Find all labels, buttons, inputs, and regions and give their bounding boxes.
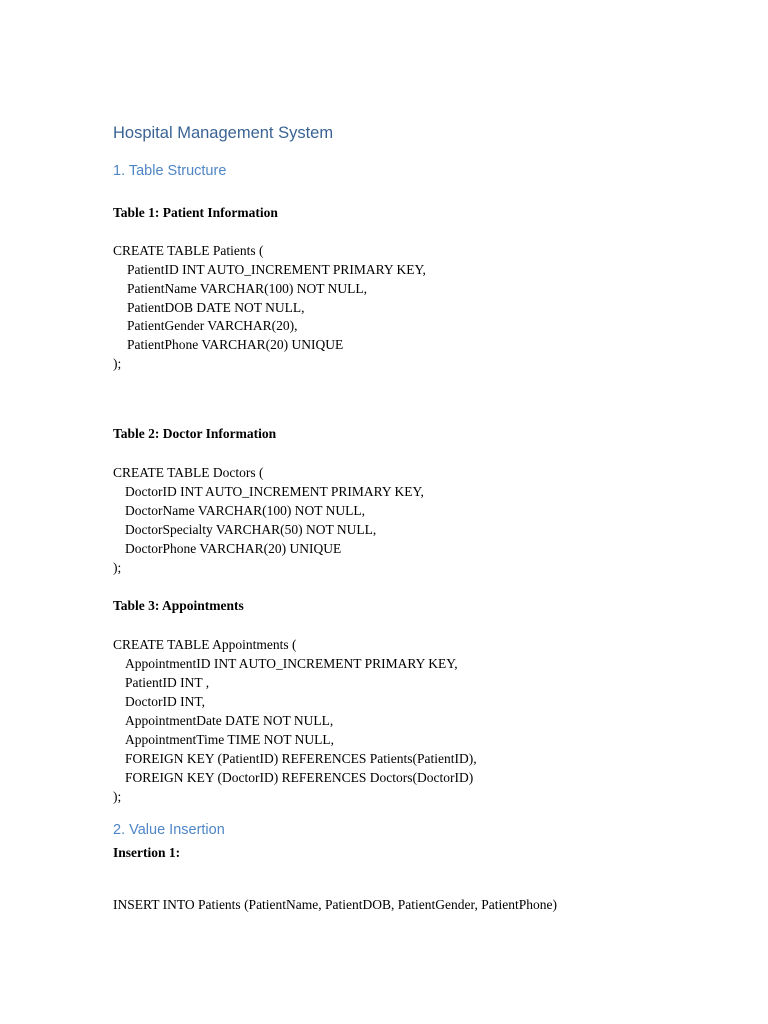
table2-code-line: DoctorID INT AUTO_INCREMENT PRIMARY KEY, (125, 484, 424, 499)
table2-caption: Table 2: Doctor Information (113, 426, 277, 441)
table1-code-line: PatientGender VARCHAR(20), (127, 318, 298, 333)
table2-code-line: DoctorSpecialty VARCHAR(50) NOT NULL, (125, 522, 377, 537)
table3-caption: Table 3: Appointments (113, 598, 244, 613)
table3-code-line: FOREIGN KEY (DoctorID) REFERENCES Doctors(DoctorID) (125, 770, 474, 785)
insertion1-code-line: INSERT INTO Patients (PatientName, PatientDOB, PatientGender, PatientPhone) (113, 897, 557, 912)
insertion1-caption: Insertion 1: (113, 845, 181, 860)
table2-code-line: ); (113, 560, 122, 575)
table3-code-line: AppointmentID INT AUTO_INCREMENT PRIMARY KEY, (125, 656, 458, 671)
table3-code-line: DoctorID INT, (125, 694, 205, 709)
table2-code-line: DoctorName VARCHAR(100) NOT NULL, (125, 503, 365, 518)
section-heading-table-structure: 1. Table Structure (113, 163, 227, 179)
table1-code-line: PatientName VARCHAR(100) NOT NULL, (127, 281, 367, 296)
document-title: Hospital Management System (113, 124, 334, 142)
table3-code-line: FOREIGN KEY (PatientID) REFERENCES Patients(PatientID), (125, 751, 477, 766)
table3-code-line: AppointmentTime TIME NOT NULL, (125, 732, 334, 747)
table3-code-line: ); (113, 789, 122, 804)
table1-caption: Table 1: Patient Information (113, 205, 278, 220)
table3-code-line: AppointmentDate DATE NOT NULL, (125, 713, 334, 728)
table1-code-line: ); (113, 356, 122, 371)
table3-code-line: CREATE TABLE Appointments ( (113, 637, 297, 652)
section-heading-value-insertion: 2. Value Insertion (113, 822, 225, 838)
table2-code-line: DoctorPhone VARCHAR(20) UNIQUE (125, 541, 342, 556)
table2-code-line: CREATE TABLE Doctors ( (113, 465, 264, 480)
table1-code-line: PatientDOB DATE NOT NULL, (127, 300, 305, 315)
table3-code-line: PatientID INT , (125, 675, 210, 690)
table1-code-line: PatientID INT AUTO_INCREMENT PRIMARY KEY, (127, 262, 426, 277)
table1-code-line: PatientPhone VARCHAR(20) UNIQUE (127, 337, 344, 352)
table1-code-line: CREATE TABLE Patients ( (113, 243, 264, 258)
